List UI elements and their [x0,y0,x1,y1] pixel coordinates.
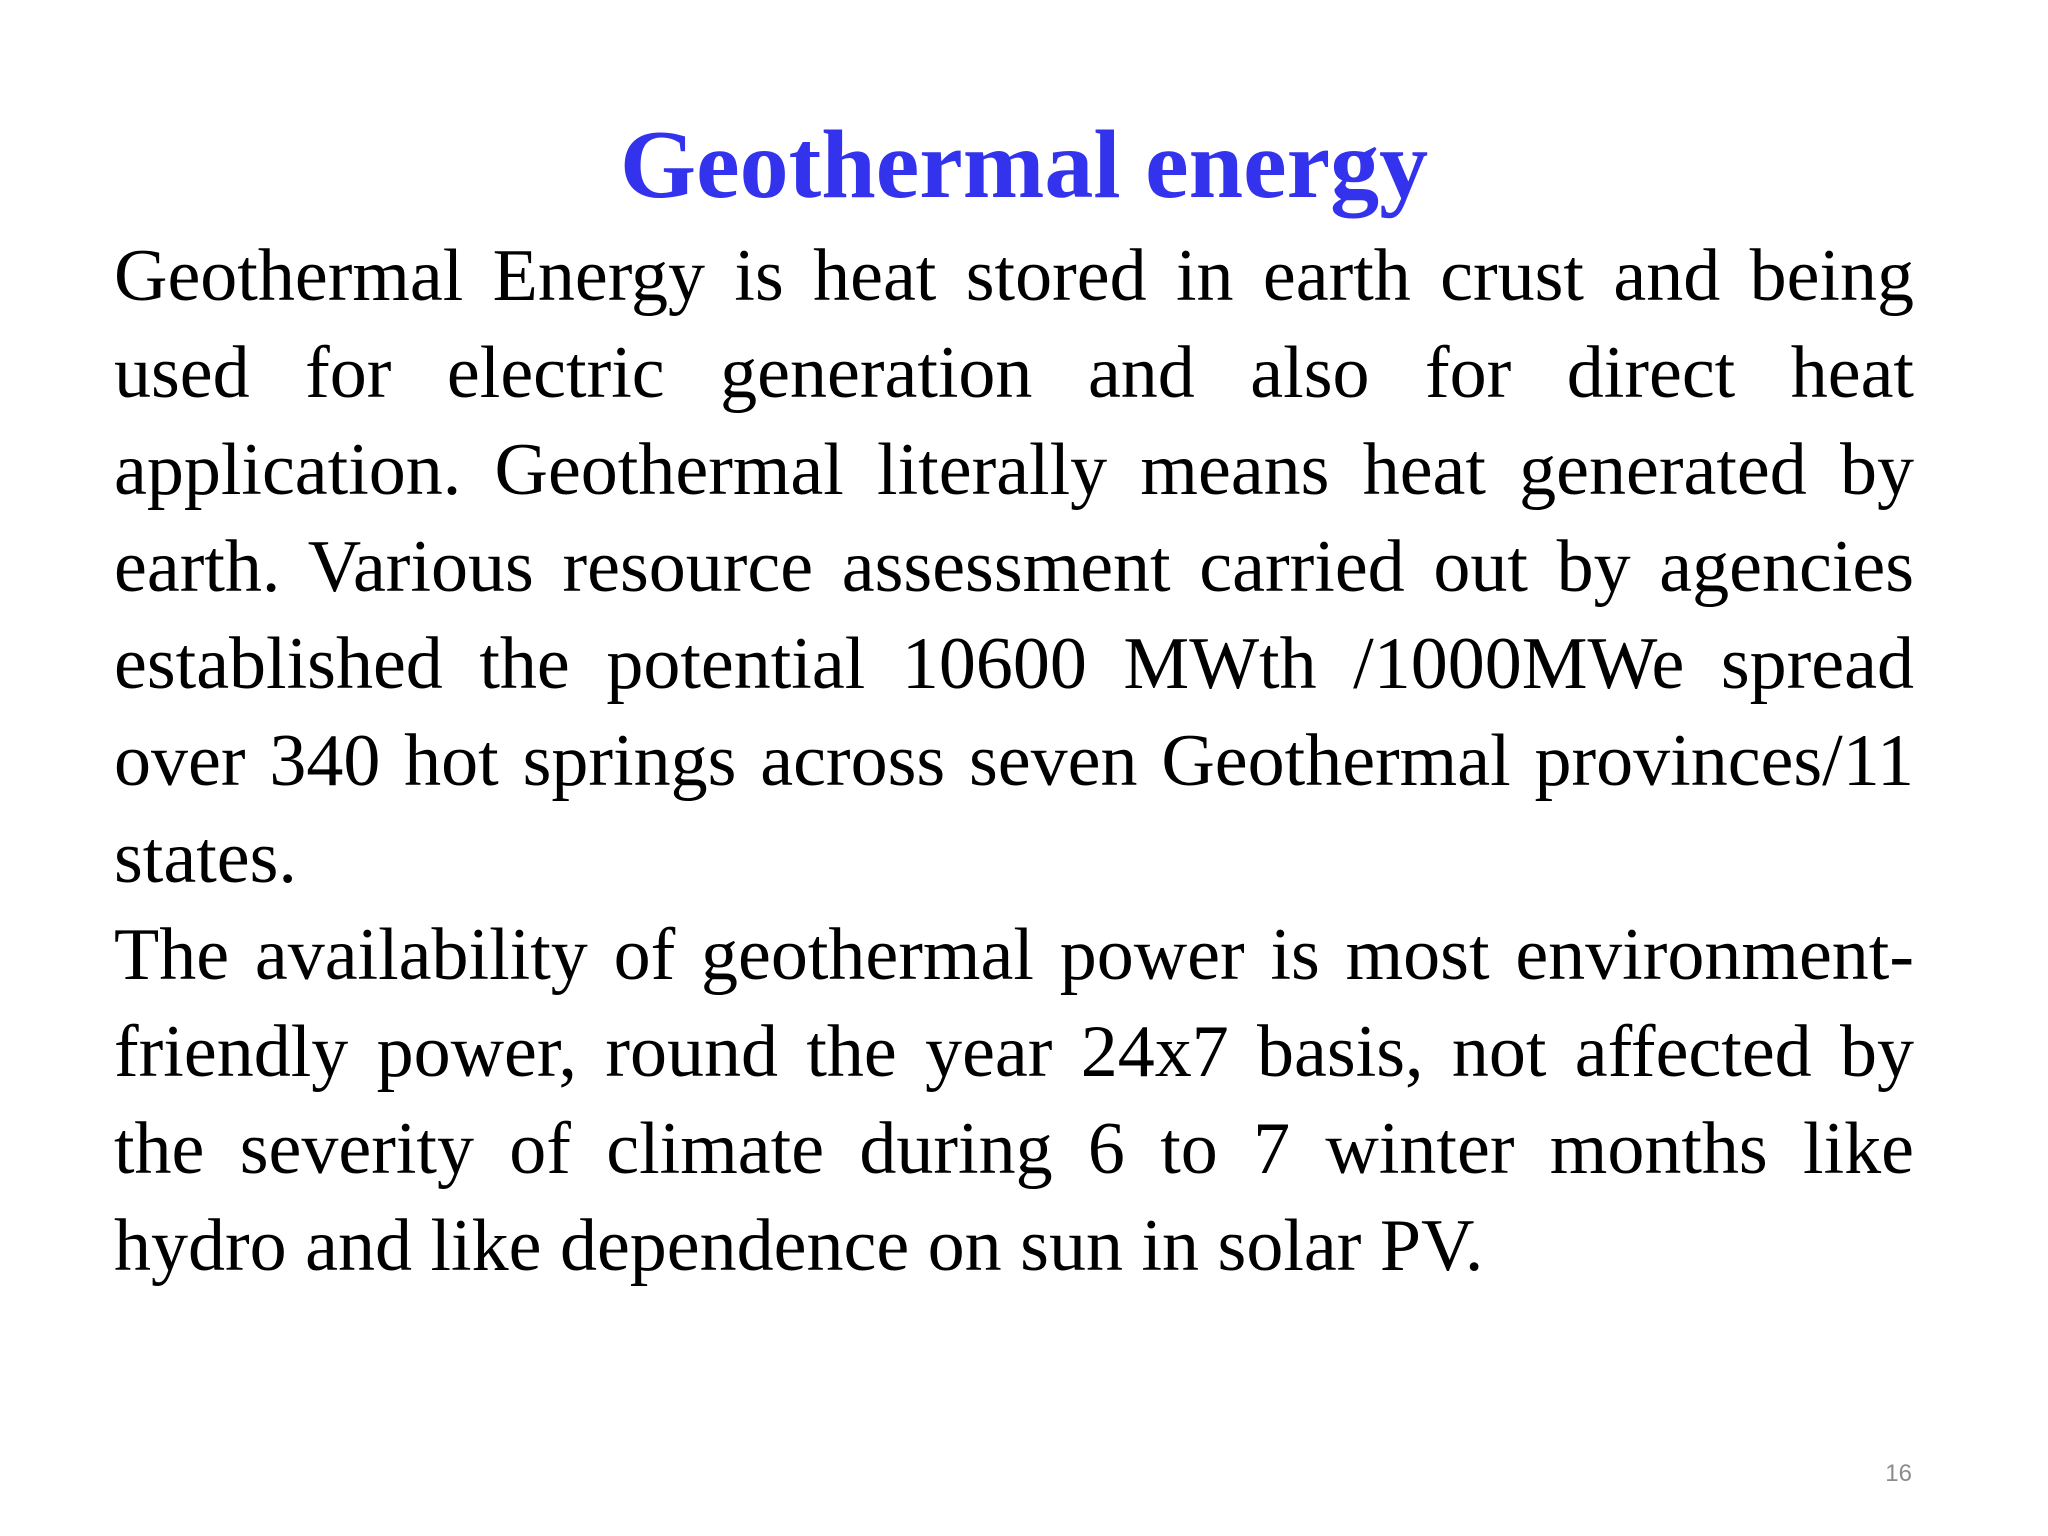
slide-title: Geothermal energy [619,111,1429,219]
body-paragraph-availability: The availability of geothermal power is most environment-friendly power, round the year 24x7 basis, not affected by the severity of climate during 6 to 7 winter months like hydro and like dependence on sun in solar PV. [114,914,1914,1287]
body-paragraph-definition: Geothermal Energy is heat stored in earth crust and being used for electric generation and also for direct heat application. Geothermal literally means heat generated by earth. Various resource assessment carried out by agencies established the potential 10600 MWth /1000MWe spread over 340 hot springs across seven Geothermal provinces/11 states. [114,235,1914,899]
page-number: 16 [1885,1460,1912,1487]
slide-body [114,228,1914,1295]
